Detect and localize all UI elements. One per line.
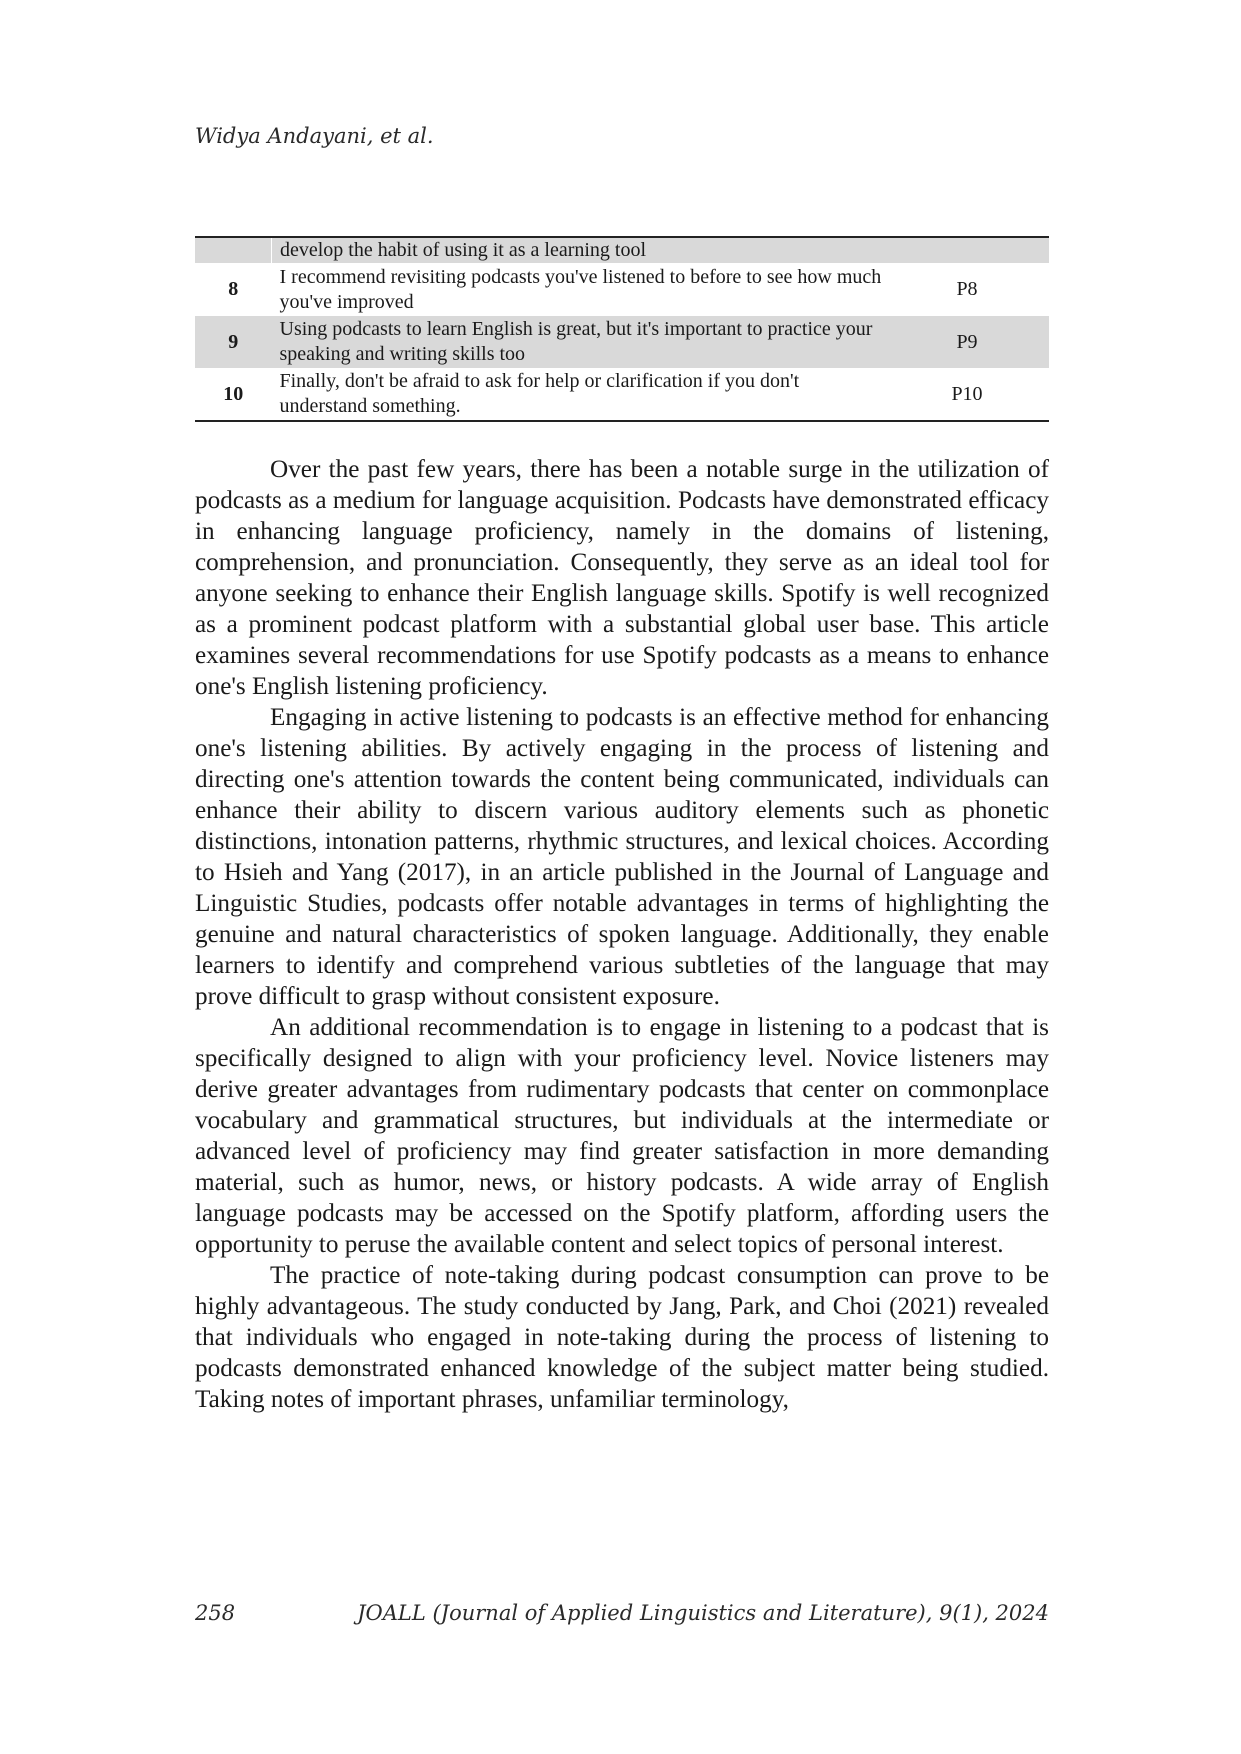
- body-paragraph: An additional recommendation is to engage in listening to a podcast that is specifically designed to align with your proficiency level. Novice listeners may derive greater advantages from rudimentary podcasts that center on commonplace vocabulary and grammatical structures, but individuals at the intermediate or advanced level of proficiency may find greater satisfaction in more demanding material, such as humor, news, or history podcasts. A wide array of English language podcasts may be accessed on the Spotify platform, affording users the opportunity to peruse the available content and select topics of personal interest.: [195, 1014, 1049, 1258]
- table-cell-recommendation: Using podcasts to learn English is great, but it's important to practice your speaking and writing skills too: [272, 316, 886, 368]
- running-header-author: Widya Andayani, et al.: [195, 124, 434, 148]
- table-cell-number: [195, 237, 272, 263]
- table-row: [195, 316, 1049, 368]
- table-cell-recommendation: I recommend revisiting podcasts you've listened to before to see how much you've improved: [279, 265, 882, 313]
- table-cell-code: P9: [885, 316, 1049, 368]
- recommendations-table-body: [195, 236, 1049, 422]
- table-cell-code: [885, 237, 1049, 263]
- table-row: [195, 263, 1049, 316]
- recommendations-table: [195, 236, 1049, 422]
- body-paragraph: Over the past few years, there has been a notable surge in the utilization of podcasts as a medium for language acquisition. Podcasts have demonstrated efficacy in enhancing language proficiency, namely in the domains of listening, comprehension, and pronunciation. Consequently, they serve as an ideal tool for anyone seeking to enhance their English language skills. Spotify is well recognized as a prominent podcast platform with a substantial global user base. This article examines several recommendations for use Spotify podcasts as a means to enhance one's English listening proficiency.: [195, 456, 1049, 700]
- running-footer-journal: JOALL (Journal of Applied Linguistics and Literature), 9(1), 2024: [357, 1601, 1049, 1625]
- table-cell-recommendation: Finally, don't be afraid to ask for help or clarification if you don't understand something.: [279, 370, 800, 417]
- table-cell-code: P8: [956, 278, 978, 300]
- body-paragraph: Engaging in active listening to podcasts is an effective method for enhancing one's listening abilities. By actively engaging in the process of listening and directing one's attention towards the content being communicated, individuals can enhance their ability to discern various auditory elements such as phonetic distinctions, intonation patterns, rhythmic structures, and lexical choices. According to Hsieh and Yang (2017), in an article published in the Journal of Language and Linguistic Studies, podcasts offer notable advantages in terms of highlighting the genuine and natural characteristics of spoken language. Additionally, they enable learners to identify and comprehend various subtleties of the language that may prove difficult to grasp without consistent exposure.: [195, 704, 1049, 1010]
- table-cell-recommendation: develop the habit of using it as a learning tool: [272, 237, 886, 263]
- body-paragraph: The practice of note-taking during podcast consumption can prove to be highly advantageous. The study conducted by Jang, Park, and Choi (2021) revealed that individuals who engaged in note-taking during the process of listening to podcasts demonstrated enhanced knowledge of the subject matter being studied. Taking notes of important phrases, unfamiliar terminology,: [195, 1262, 1049, 1413]
- table-cell-code: P10: [951, 382, 983, 405]
- table-row: [195, 237, 1049, 263]
- page-number: 258: [195, 1601, 236, 1625]
- table-cell-number: 8: [228, 278, 239, 300]
- table-row: [195, 368, 1049, 421]
- table-cell-number: 9: [195, 316, 272, 368]
- table-cell-number: 10: [223, 382, 244, 405]
- article-body: [195, 454, 1049, 1415]
